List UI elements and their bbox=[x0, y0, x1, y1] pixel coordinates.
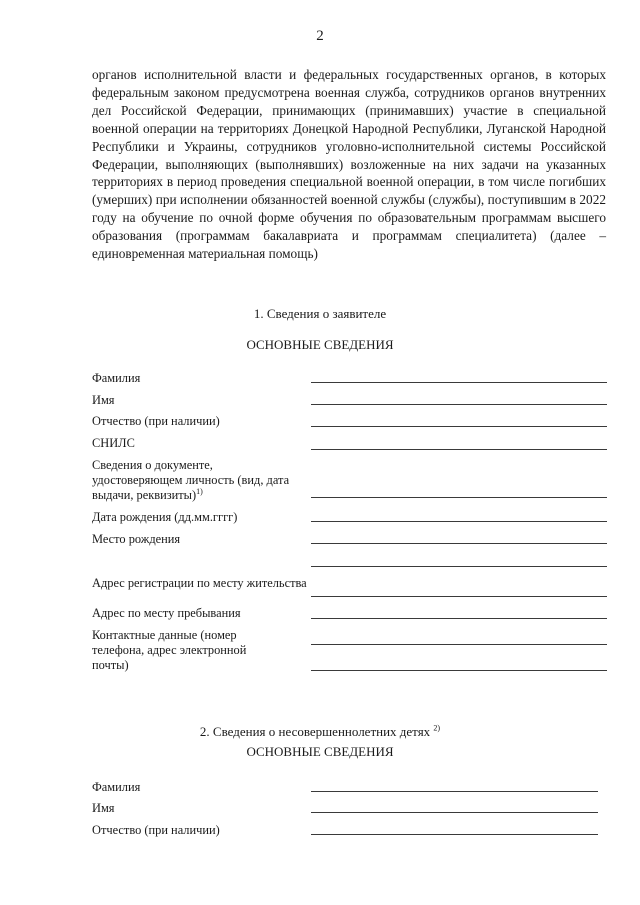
child-patronymic-field-line[interactable] bbox=[311, 834, 598, 835]
patronymic-field-line[interactable] bbox=[311, 426, 607, 427]
surname-field-line[interactable] bbox=[311, 382, 607, 383]
birth-place-field-line-1[interactable] bbox=[311, 543, 607, 544]
label-snils: СНИЛС bbox=[92, 436, 135, 450]
id-document-footnote-mark: 1) bbox=[196, 487, 203, 497]
section2-footnote-mark: 2) bbox=[433, 723, 441, 733]
label-id-document bbox=[92, 458, 292, 504]
label-birth-date: Дата рождения (дд.мм.гггг) bbox=[92, 510, 238, 524]
child-surname-field-line[interactable] bbox=[311, 791, 598, 792]
label-patronymic: Отчество (при наличии) bbox=[92, 414, 220, 428]
label-birth-place: Место рождения bbox=[92, 532, 181, 546]
stay-address-field-line-1[interactable] bbox=[311, 618, 607, 619]
label-registration-address: Адрес регистрации по месту жительства bbox=[92, 576, 307, 590]
birth-date-field-line[interactable] bbox=[311, 521, 607, 522]
snils-field-line[interactable] bbox=[311, 449, 607, 450]
section1-title bbox=[0, 306, 640, 322]
label-child-name: Имя bbox=[92, 801, 115, 815]
label-id-document-text: Сведения о документе, удостоверяющем личность (вид, дата выдачи, реквизиты) bbox=[92, 458, 290, 503]
section1-title-text: 1. Сведения о заявителе bbox=[253, 306, 387, 321]
stay-address-field-line-2[interactable] bbox=[311, 644, 607, 645]
section1-subtitle: ОСНОВНЫЕ СВЕДЕНИЯ bbox=[246, 337, 394, 352]
page-number: 2 bbox=[316, 28, 324, 44]
contacts-field-line[interactable] bbox=[311, 670, 607, 671]
child-name-field-line[interactable] bbox=[311, 812, 598, 813]
name-field-line[interactable] bbox=[311, 404, 607, 405]
section2-title bbox=[0, 724, 640, 740]
registration-address-field-line[interactable] bbox=[311, 596, 607, 597]
label-child-surname: Фамилия bbox=[92, 780, 141, 794]
label-surname: Фамилия bbox=[92, 371, 141, 385]
birth-place-field-line-2[interactable] bbox=[311, 566, 607, 567]
section2-title-text: 2. Сведения о несовершеннолетних детях bbox=[199, 724, 431, 739]
label-stay-address: Адрес по месту пребывания bbox=[92, 606, 241, 620]
label-contacts: Контактные данные (номер телефона, адрес электронной почты) bbox=[92, 628, 247, 673]
id-document-field-line[interactable] bbox=[311, 497, 607, 498]
section2-subtitle: ОСНОВНЫЕ СВЕДЕНИЯ bbox=[246, 744, 394, 759]
intro-paragraph: органов исполнительной власти и федеральных государственных органов, в которых федеральным законом предусмотрена военная служба, сотрудников органов внутренних дел Российской Федерации, принимающих (принимавших) участие в специальной военной операции на территориях Донецкой Народной Республики, Луганской Народной Республики и Украины, сотрудников уголовно-исполнительной системы Российской Федерации, выполняющих (выполнявших) возложенные на них задачи на указанных территориях в период проведения специальной военной операции, в том числе погибших (умерших) при исполнении обязанностей военной службы (службы), поступившим в 2022 году на обучение по очной форме обучения по образовательным программам высшего образования (программам бакалавриата и программам специалитета) (далее – единовременная материальная помощь) bbox=[92, 67, 606, 262]
label-child-patronymic: Отчество (при наличии) bbox=[92, 823, 220, 837]
label-name: Имя bbox=[92, 393, 115, 407]
